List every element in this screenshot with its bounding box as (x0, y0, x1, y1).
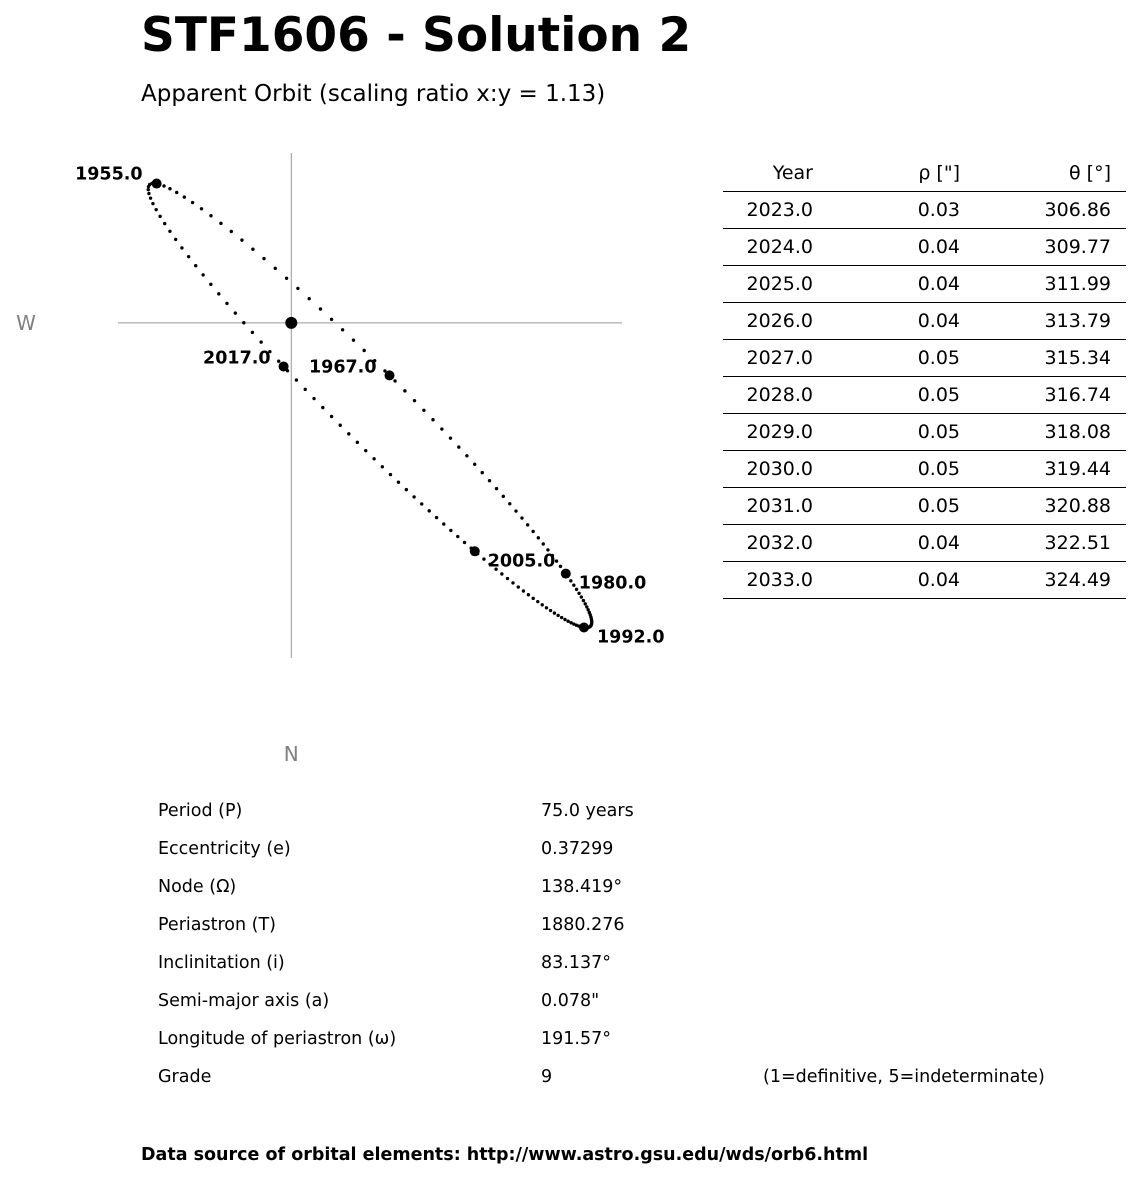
orbit-point (549, 609, 552, 612)
orbit-point (397, 480, 400, 483)
ephemeris-year: 2033.0 (723, 562, 813, 599)
orbit-point (352, 338, 355, 341)
element-value: 138.419° (541, 877, 623, 897)
orbit-point (339, 424, 342, 427)
orbit-point (219, 222, 222, 225)
ephemeris-theta: 320.88 (960, 488, 1126, 525)
orbit-point (330, 318, 333, 321)
ephemeris-theta: 316.74 (960, 377, 1126, 414)
orbit-point (304, 388, 307, 391)
ephemeris-row (723, 229, 1126, 266)
orbit-point (511, 581, 514, 584)
orbit-point (582, 599, 585, 602)
orbit-point (151, 202, 154, 205)
orbit-point (553, 611, 556, 614)
orbit-point (560, 616, 563, 619)
orbit-point (556, 614, 559, 617)
orbit-point (362, 349, 365, 352)
orbit-point (580, 595, 583, 598)
orbit-plot (0, 0, 700, 790)
epoch-marker (579, 623, 589, 633)
orbit-point (168, 230, 171, 233)
orbit-point (405, 488, 408, 491)
element-label: Period (P) (158, 801, 243, 821)
orbit-point (175, 191, 178, 194)
orbit-point (312, 397, 315, 400)
ephemeris-body (723, 192, 1126, 599)
orbit-point (295, 378, 298, 381)
ephemeris-theta: 306.86 (960, 192, 1126, 229)
orbit-point (514, 509, 517, 512)
orbit-point (209, 214, 212, 217)
epoch-marker (279, 361, 289, 371)
col-header-rho: ρ ["] (813, 155, 960, 192)
ephemeris-rho: 0.04 (813, 562, 960, 599)
ephemeris-row (723, 414, 1126, 451)
orbit-point (194, 264, 197, 267)
orbit-point (457, 445, 460, 448)
orbit-point (488, 479, 491, 482)
element-value: 1880.276 (541, 915, 625, 935)
ephemeris-rho: 0.05 (813, 377, 960, 414)
element-label: Periastron (T) (158, 915, 276, 935)
epoch-marker (470, 546, 480, 556)
orbit-point (180, 246, 183, 249)
element-label: Grade (158, 1067, 212, 1087)
ephemeris-row (723, 562, 1126, 599)
orbit-point (259, 340, 262, 343)
orbit-point (393, 379, 396, 382)
orbit-point (584, 602, 587, 605)
ephemeris-rho: 0.04 (813, 266, 960, 303)
orbit-point (225, 302, 228, 305)
orbit-point (158, 215, 161, 218)
element-note: (1=definitive, 5=indeterminate) (763, 1067, 1045, 1087)
epoch-label: 1955.0 (75, 164, 143, 185)
ephemeris-rho: 0.05 (813, 340, 960, 377)
ephemeris-year: 2032.0 (723, 525, 813, 562)
orbit-point (200, 207, 203, 210)
ephemeris-year: 2031.0 (723, 488, 813, 525)
orbit-point (555, 559, 558, 562)
ephemeris-theta: 318.08 (960, 414, 1126, 451)
epoch-marker (561, 569, 571, 579)
orbit-point (403, 389, 406, 392)
ephemeris-rho: 0.04 (813, 229, 960, 266)
orbit-point (187, 255, 190, 258)
epoch-label: 1980.0 (578, 573, 647, 594)
orbit-point (372, 457, 375, 460)
orbit-point (162, 184, 165, 187)
orbit-point (201, 273, 204, 276)
orbit-point (330, 415, 333, 418)
axis-label-n: N (283, 742, 299, 766)
ephemeris-rho: 0.03 (813, 192, 960, 229)
orbit-point (240, 238, 243, 241)
element-label: Inclinitation (i) (158, 953, 285, 973)
orbit-point (274, 267, 277, 270)
page-title: STF1606 - Solution 2 (141, 8, 692, 63)
epoch-label: 1992.0 (596, 627, 665, 648)
element-label: Semi-major axis (a) (158, 991, 330, 1011)
orbit-point (234, 311, 237, 314)
orbit-point (520, 516, 523, 519)
orbit-point (389, 473, 392, 476)
element-value: 0.37299 (541, 839, 614, 859)
ephemeris-theta: 311.99 (960, 266, 1126, 303)
element-label: Longitude of periastron (ω) (158, 1029, 397, 1049)
orbit-point (522, 589, 525, 592)
element-value: 9 (541, 1067, 553, 1087)
orbit-point (412, 495, 415, 498)
primary-star (285, 317, 297, 329)
orbit-point (542, 542, 545, 545)
ephemeris-year: 2027.0 (723, 340, 813, 377)
epoch-label: 1967.0 (308, 357, 377, 378)
ephemeris-row (723, 340, 1126, 377)
element-value: 83.137° (541, 953, 611, 973)
orbit-point (321, 406, 324, 409)
orbit-point (527, 593, 530, 596)
orbit-point (526, 523, 529, 526)
ephemeris-year: 2023.0 (723, 192, 813, 229)
orbit-point (537, 536, 540, 539)
data-source: Data source of orbital elements: http://www.astro.gsu.edu/wds/orb6.html (141, 1145, 869, 1165)
orbit-point (364, 449, 367, 452)
orbit-point (147, 188, 150, 191)
ephemeris-row (723, 377, 1126, 414)
ephemeris-year: 2028.0 (723, 377, 813, 414)
orbit-point (463, 541, 466, 544)
ephemeris-row (723, 266, 1126, 303)
orbit-point (481, 471, 484, 474)
orbit-point (465, 454, 468, 457)
orbit-point (506, 577, 509, 580)
orbit-point (230, 230, 233, 233)
orbit-point (531, 530, 534, 533)
epoch-label: 2005.0 (487, 551, 556, 572)
orbit-point (502, 495, 505, 498)
orbit-point (517, 585, 520, 588)
ephemeris-year: 2025.0 (723, 266, 813, 303)
orbit-point (435, 516, 438, 519)
orbit-point (545, 606, 548, 609)
orbit-point (536, 600, 539, 603)
axis-label-w: W (16, 310, 36, 335)
orbit-point (285, 277, 288, 280)
orbit-point (341, 328, 344, 331)
orbit-point (500, 572, 503, 575)
orbit-point (347, 432, 350, 435)
ephemeris-table (723, 155, 1126, 599)
ephemeris-year: 2024.0 (723, 229, 813, 266)
ephemeris-rho: 0.04 (813, 303, 960, 340)
orbit-point (541, 603, 544, 606)
col-header-year: Year (723, 155, 813, 192)
orbit-point (251, 247, 254, 250)
ephemeris-year: 2029.0 (723, 414, 813, 451)
element-label: Node (Ω) (158, 877, 237, 897)
orbit-point (495, 487, 498, 490)
orbit-point (428, 509, 431, 512)
orbit-point (149, 196, 152, 199)
orbit-point (449, 436, 452, 439)
orbit-point (559, 565, 562, 568)
ephemeris-theta: 319.44 (960, 451, 1126, 488)
orbit-point (168, 187, 171, 190)
ephemeris-rho: 0.05 (813, 451, 960, 488)
ephemeris-row (723, 303, 1126, 340)
orbit-point (566, 620, 569, 623)
orbit-point (154, 208, 157, 211)
epoch-marker (152, 179, 162, 189)
orbit-point (242, 321, 245, 324)
orbit-point (572, 584, 575, 587)
orbit-point (569, 579, 572, 582)
orbit-point (422, 409, 425, 412)
ephemeris-rho: 0.05 (813, 488, 960, 525)
orbit-point (413, 399, 416, 402)
ephemeris-theta: 324.49 (960, 562, 1126, 599)
orbit-point (147, 192, 150, 195)
ephemeris-theta: 313.79 (960, 303, 1126, 340)
orbit-point (449, 529, 452, 532)
ephemeris-theta: 322.51 (960, 525, 1126, 562)
ephemeris-theta: 309.77 (960, 229, 1126, 266)
orbit-point (174, 238, 177, 241)
orbit-point (456, 535, 459, 538)
ephemeris-row (723, 525, 1126, 562)
orbit-point (251, 331, 254, 334)
col-header-theta: θ [°] (960, 155, 1126, 192)
ephemeris-row (723, 488, 1126, 525)
orbit-point (440, 427, 443, 430)
orbit-point (473, 463, 476, 466)
ephemeris-rho: 0.05 (813, 414, 960, 451)
ephemeris-theta: 315.34 (960, 340, 1126, 377)
orbit-point (356, 441, 359, 444)
orbit-point (508, 502, 511, 505)
ephemeris-row (723, 192, 1126, 229)
orbit-point (531, 597, 534, 600)
orbit-point (191, 201, 194, 204)
element-value: 0.078" (541, 991, 600, 1011)
orbit-point (183, 195, 186, 198)
chart-subtitle: Apparent Orbit (scaling ratio x:y = 1.13) (141, 81, 606, 107)
ephemeris-rho: 0.04 (813, 525, 960, 562)
orbit-point (420, 502, 423, 505)
ephemeris-year: 2026.0 (723, 303, 813, 340)
orbit-point (442, 522, 445, 525)
ephemeris-row (723, 451, 1126, 488)
orbit-point (569, 621, 572, 624)
element-value: 191.57° (541, 1029, 611, 1049)
orbit-point (163, 222, 166, 225)
orbit-point (575, 588, 578, 591)
orbit-point (563, 618, 566, 621)
orbit-point (209, 283, 212, 286)
epoch-marker (385, 370, 395, 380)
orbit-point (217, 292, 220, 295)
orbit-point (381, 465, 384, 468)
epoch-label: 2017.0 (203, 348, 271, 369)
orbit-point (296, 287, 299, 290)
orbit-point (431, 418, 434, 421)
element-label: Eccentricity (e) (158, 839, 291, 859)
orbit-point (262, 257, 265, 260)
orbit-point (482, 557, 485, 560)
orbit-point (277, 360, 280, 363)
orbit-point (307, 297, 310, 300)
orbit-point (319, 307, 322, 310)
ephemeris-header-row (723, 155, 1126, 192)
ephemeris-year: 2030.0 (723, 451, 813, 488)
element-value: 75.0 years (541, 801, 634, 821)
